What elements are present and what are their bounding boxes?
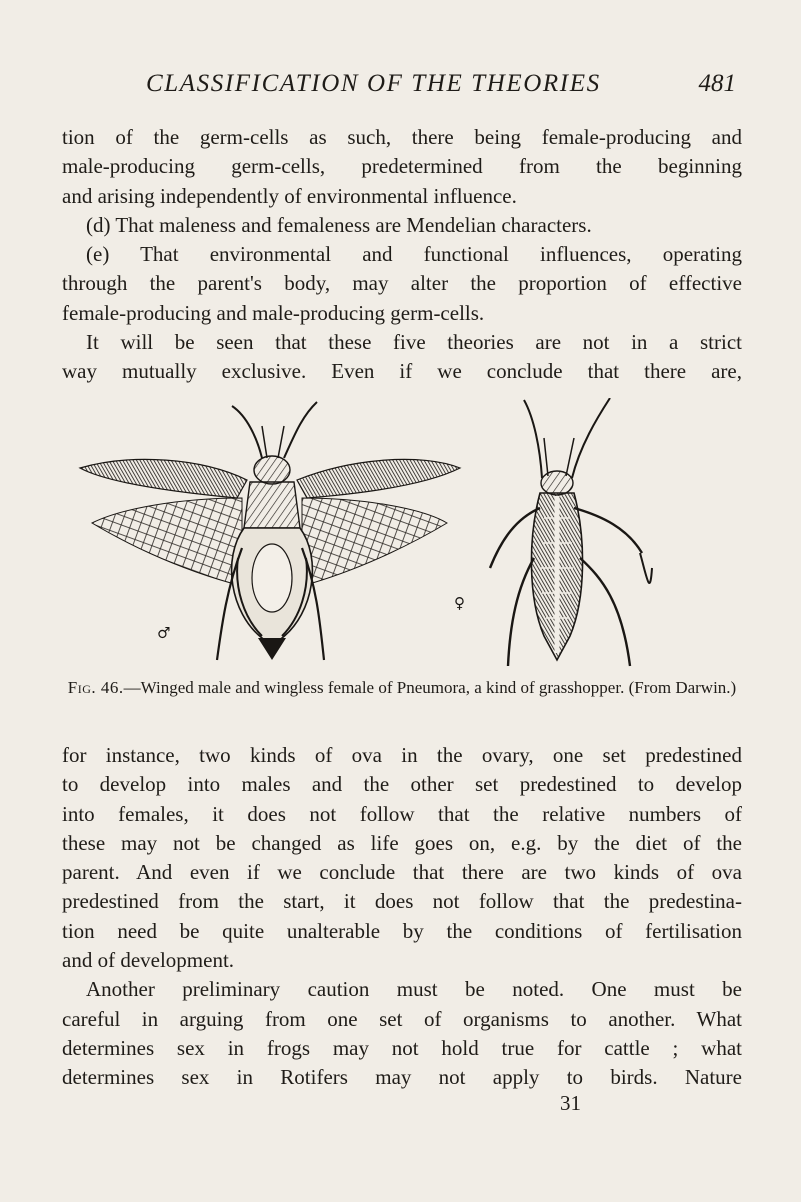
body-text-bottom bbox=[62, 741, 742, 1093]
figure-caption bbox=[62, 677, 742, 699]
winged-male-drawing bbox=[80, 402, 460, 660]
figure-label: Fig. 46. bbox=[67, 678, 124, 697]
text-line: tion of the germ-cells as such, there being female-producing and bbox=[62, 125, 742, 149]
text-line: way mutually exclusive. Even if we conclude that there are, bbox=[62, 359, 742, 384]
text-line: (e) That environmental and functional influences, operating bbox=[86, 242, 742, 267]
male-symbol: ♂ bbox=[157, 624, 171, 642]
text-line: male-producing germ-cells, predetermined from the beginning bbox=[62, 154, 742, 179]
text-line: through the parent's body, may alter the proportion of effective bbox=[62, 271, 742, 296]
text-line: determines sex in frogs may not hold true for cattle ; what bbox=[62, 1035, 742, 1060]
caption-text: —Winged male and wingless female of Pneumora, a kind of grasshopper. (From Darwin.) bbox=[123, 678, 737, 697]
text-line: parent. And even if we conclude that there are two kinds of ova bbox=[62, 860, 742, 885]
wingless-female-drawing bbox=[454, 398, 652, 666]
text-line: for instance, two kinds of ova in the ovary, one set predestined bbox=[62, 743, 742, 767]
text-line: Another preliminary caution must be noted. One must be bbox=[86, 977, 742, 1002]
text-line: into females, it does not follow that the relative numbers of bbox=[62, 801, 742, 826]
text-line: (d) That maleness and femaleness are Mendelian characters. bbox=[86, 212, 592, 237]
text-line: tion need be quite unalterable by the conditions of fertilisation bbox=[62, 918, 742, 943]
page-number: 481 bbox=[698, 70, 736, 97]
text-line: careful in arguing from one set of organisms to another. What bbox=[62, 1006, 742, 1031]
text-line: to develop into males and the other set predestined to develop bbox=[62, 772, 742, 797]
text-line: female-producing and male-producing germ-cells. bbox=[62, 300, 485, 325]
female-symbol: ♀ bbox=[454, 594, 465, 612]
text-line: determines sex in Rotifers may not apply to birds. Nature bbox=[62, 1065, 742, 1090]
text-line: It will be seen that these five theories are not in a strict bbox=[86, 330, 742, 355]
grasshopper-illustration bbox=[62, 398, 742, 668]
text-line: these may not be changed as life goes on, e.g. by the diet of the bbox=[62, 830, 742, 855]
figure-grasshoppers bbox=[62, 398, 742, 668]
text-line: and arising independently of environmental influence. bbox=[62, 183, 517, 208]
body-text-top bbox=[62, 123, 742, 387]
text-line: and of development. bbox=[62, 948, 235, 973]
text-line: predestined from the start, it does not follow that the predestina- bbox=[62, 889, 742, 914]
signature-mark: 31 bbox=[560, 1091, 581, 1115]
running-title: CLASSIFICATION OF THE THEORIES bbox=[146, 70, 601, 97]
running-head bbox=[62, 70, 742, 104]
